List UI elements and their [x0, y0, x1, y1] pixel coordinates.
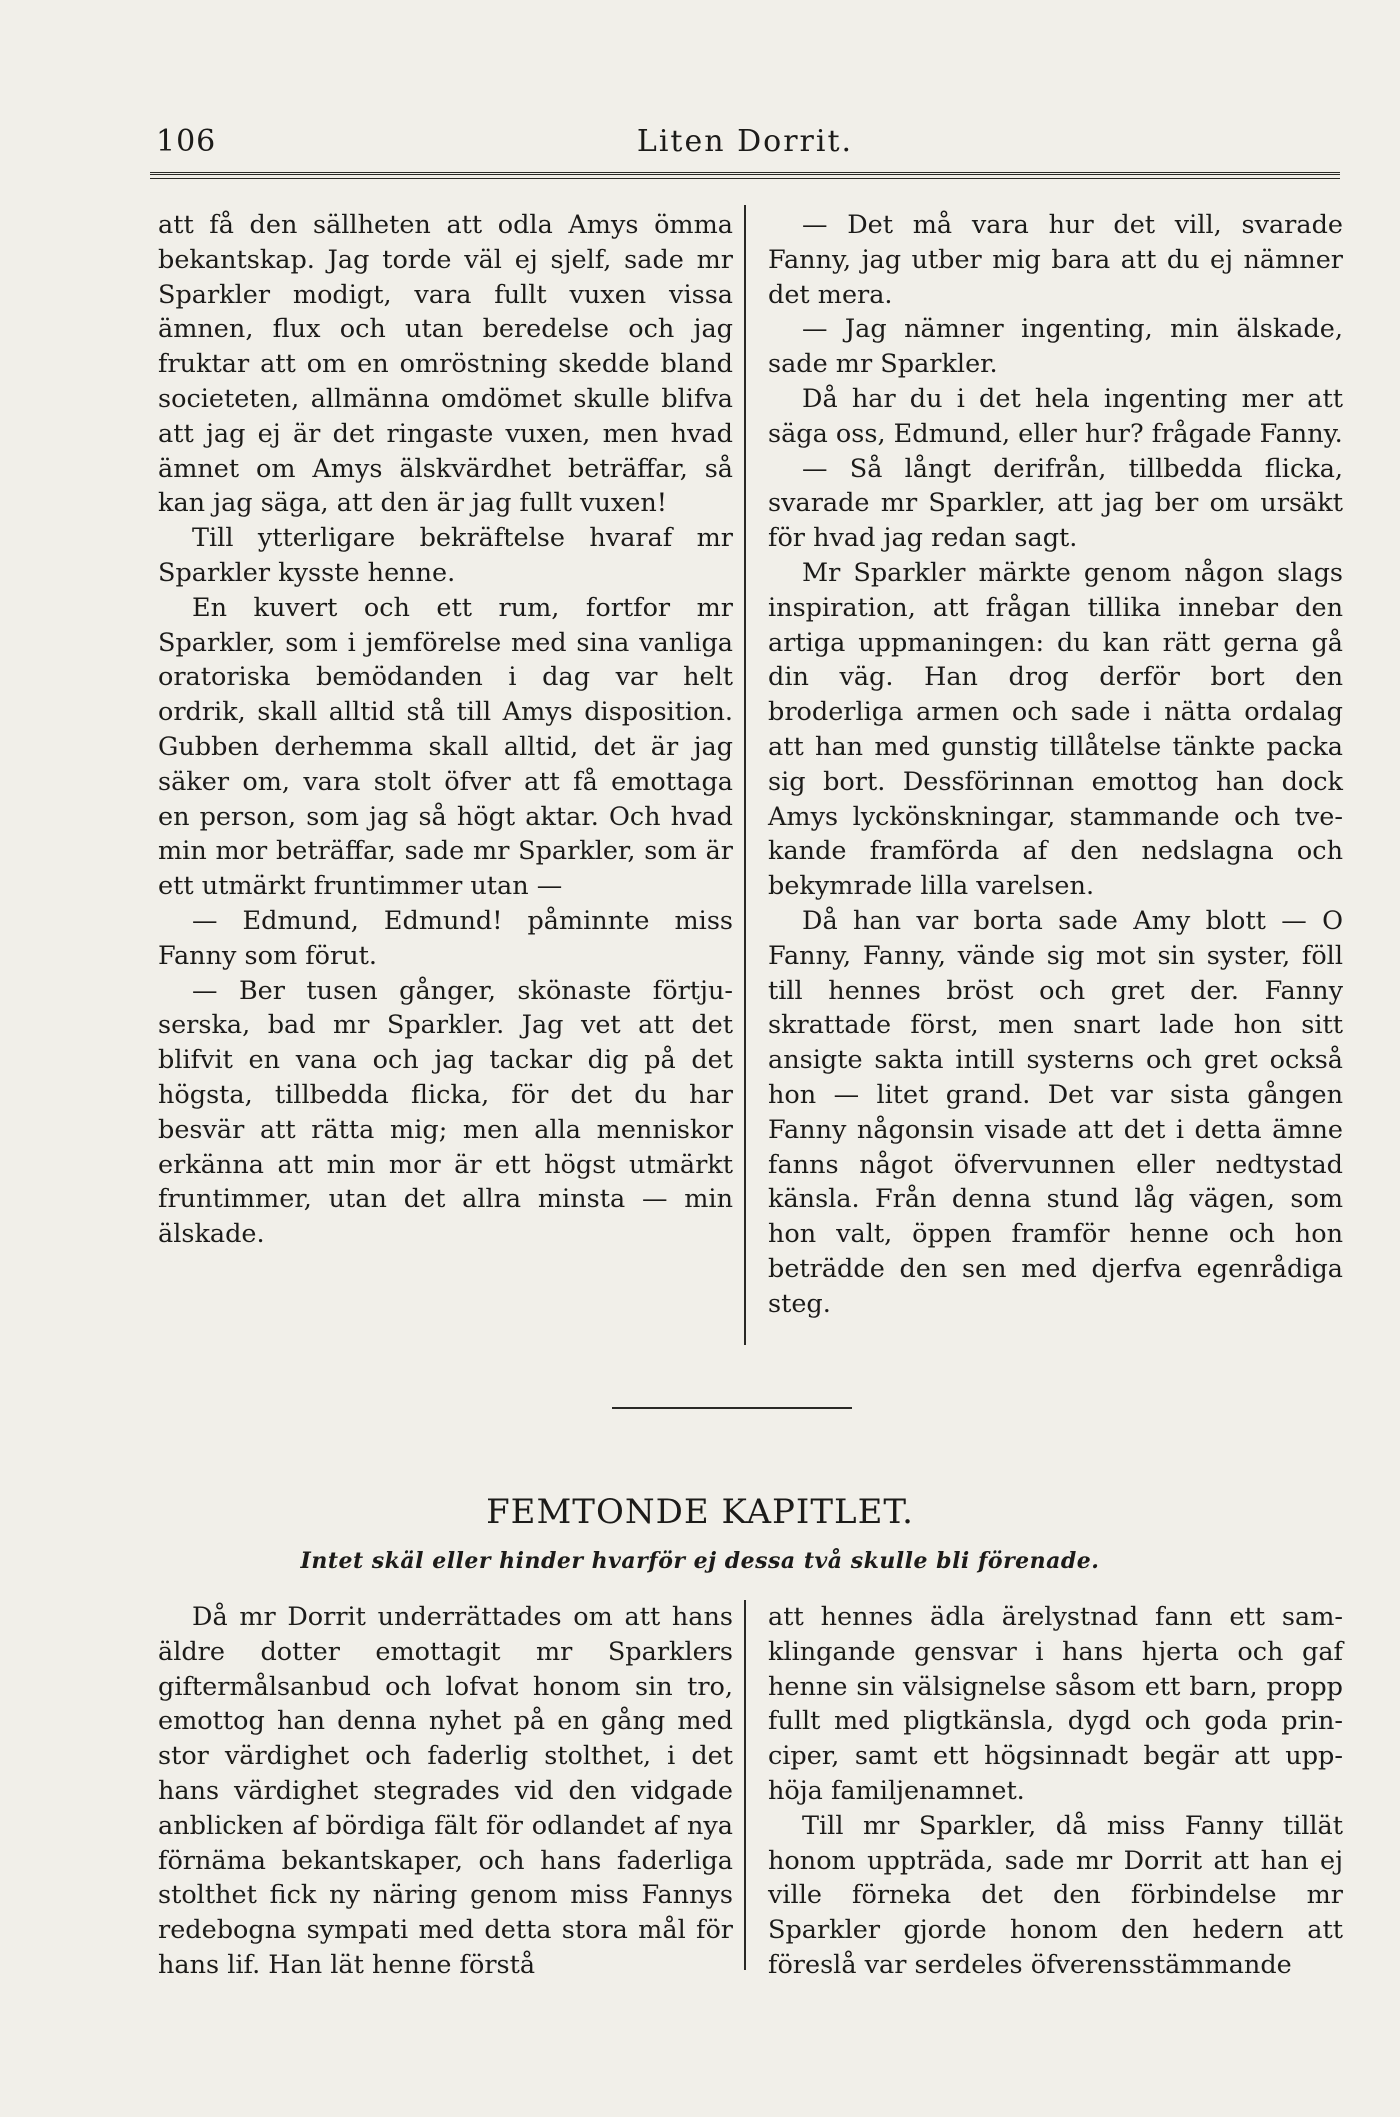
page-number: 106: [156, 124, 217, 159]
paragraph: Till mr Sparkler, då miss Fanny tillät honom uppträda, sade mr Dorrit att han ej ville förneka det den förbindelse mr Sparkler gjorde honom den hedern att föreslå var serdeles öfverensstämmande: [768, 1810, 1343, 1980]
paragraph: att få den sällheten att odla Amys ömma bekantskap. Jag torde väl ej sjelf, sade mr Sparkler modigt, vara fullt vuxen vissa ämnen, flux och utan beredelse och jag fruktar att om en omröstning skedde bland societeten, allmänna omdömet skulle blifva att jag ej är det ringaste vuxen, men hvad ämnet om Amys älskvärdhet beträffar, så kan jag säga, att den är jag fullt vuxen!: [158, 210, 733, 519]
section-divider: [612, 1407, 852, 1409]
chapter-subtitle: Intet skäl eller hinder hvarför ej dessa två skulle bli förenade.: [300, 1548, 1100, 1574]
column-divider-top: [744, 205, 746, 1345]
column-left-top: [158, 208, 733, 1252]
paragraph: — Ber tusen gånger, skönaste förtjuserska, bad mr Sparkler. Jag vet att det blifvit en vana och jag tackar dig på det högsta, tillbedda flicka, för det du har besvär att rätta mig; men alla menniskor erkänna att min mor är ett högst utmärkt fruntimmer, utan det allra minsta — min älskade.: [158, 975, 733, 1250]
paragraph: Då mr Dorrit underrättades om att hans äldre dotter emottagit mr Sparklers giftermålsanbud och lofvat honom sin tro, emottog han denna nyhet på en gång med stor värdighet och faderlig stolthet, i det hans värdighet stegrades vid den vidgade anblicken af bördiga fält för odlandet af nya förnäma bekantskaper, och hans faderliga stolthet fick ny näring genom miss Fannys redebogna sympati med detta stora mål för hans lif. Han lät henne förstå: [158, 1602, 733, 1980]
paragraph: — Så långt derifrån, tillbedda flicka, svarade mr Sparkler, att jag ber om ursäkt för hvad jag redan sagt.: [768, 453, 1343, 554]
page-header: [150, 118, 1340, 178]
paragraph: — Edmund, Edmund! påminnte miss Fanny som förut.: [158, 905, 733, 971]
chapter-title: FEMTONDE KAPITLET.: [486, 1492, 914, 1532]
header-rule: [150, 172, 1340, 179]
paragraph: Mr Sparkler märkte genom någon slags inspiration, att frågan tillika innebar den artiga uppmaningen: du kan rätt gerna gå din väg. Han drog derför bort den broderliga armen och sade i nätta ordalag att han med gunstig tillåtelse tänkte packa sig bort. Dessförinnan emottog han dock Amys lyckönskningar, stammande och tvekande framförda af den nedslagna och bekymrade lilla varelsen.: [768, 557, 1343, 902]
paragraph: — Det må vara hur det vill, svarade Fanny, jag utber mig bara att du ej nämner det mera.: [768, 210, 1343, 310]
paragraph: att hennes ädla ärelystnad fann ett samklingande gensvar i hans hjerta och gaf henne sin välsignelse såsom ett barn, propp fullt med pligtkänsla, dygd och goda principer, samt ett högsinnadt begär att upphöja familjenamnet.: [768, 1602, 1343, 1806]
column-divider-bottom: [744, 1600, 746, 1970]
column-right-top: [768, 208, 1343, 1322]
paragraph: Till ytterligare bekräftelse hvaraf mr Sparkler kysste henne.: [158, 523, 733, 588]
column-right-bottom: [768, 1600, 1343, 1983]
paragraph: En kuvert och ett rum, fortfor mr Sparkler, som i jemförelse med sina vanliga oratoriska bemödanden i dag var helt ordrik, skall alltid stå till Amys disposition. Gubben derhemma skall alltid, det är jag säker om, vara stolt öfver att få emottaga en person, som jag så högt aktar. Och hvad min mor beträffar, sade mr Sparkler, som är ett utmärkt fruntimmer utan —: [158, 592, 733, 902]
paragraph: Då han var borta sade Amy blott — O Fanny, Fanny, vände sig mot sin syster, föll till hennes bröst och gret der. Fanny skrattade först, men snart lade hon sitt ansigte sakta intill systerns och gret också hon — litet grand. Det var sista gången Fanny någonsin visade att det i detta ämne fanns något öfvervunnen eller nedtystad känsla. Från denna stund låg vägen, som hon valt, öppen framför henne och hon beträdde den sen med djerfva egenrådiga steg.: [768, 905, 1343, 1319]
running-title: Liten Dorrit.: [636, 124, 854, 159]
column-left-bottom: [158, 1600, 733, 1983]
paragraph: — Jag nämner ingenting, min älskade, sade mr Sparkler.: [768, 314, 1343, 380]
paragraph: Då har du i det hela ingenting mer att säga oss, Edmund, eller hur? frågade Fanny.: [768, 383, 1343, 449]
